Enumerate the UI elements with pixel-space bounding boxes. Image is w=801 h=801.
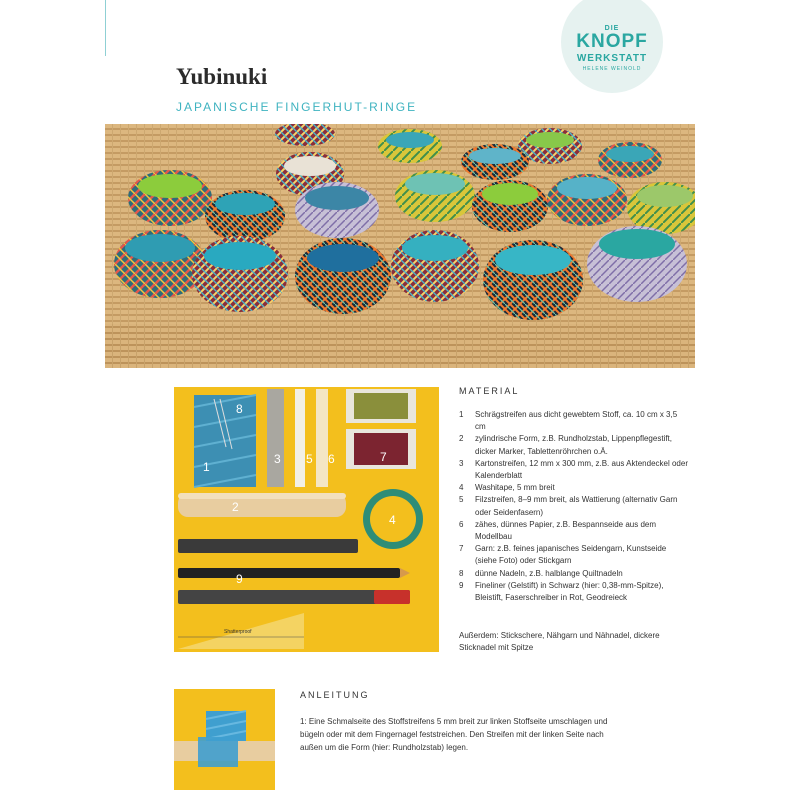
list-item <box>459 409 689 433</box>
list-item <box>459 494 689 518</box>
set-square-text: Shatterproof <box>224 629 252 635</box>
item-number: 7 <box>459 544 464 554</box>
anleitung-heading: ANLEITUNG <box>300 690 370 700</box>
logo-line-3: WERKSTATT <box>576 53 648 64</box>
photo-label-5: 5 <box>306 452 313 466</box>
photo-label-9: 9 <box>236 572 243 586</box>
page-subtitle: JAPANISCHE FINGERHUT-RINGE <box>176 100 418 114</box>
photo-label-4: 4 <box>389 513 396 527</box>
list-item <box>459 543 689 567</box>
list-item <box>459 580 689 604</box>
item-number: 8 <box>459 568 464 578</box>
list-item <box>459 433 689 457</box>
item-number: 1 <box>459 410 464 419</box>
photo-label-1: 1 <box>203 460 210 474</box>
item-text: Schrägstreifen aus dicht gewebtem Stoff, ca. 10 cm x 3,5 cm <box>475 410 678 432</box>
item-number: 9 <box>459 580 464 590</box>
margin-rule <box>105 0 106 56</box>
logo-line-1: DIE <box>604 25 620 32</box>
item-number: 4 <box>459 483 464 493</box>
item-text: zylindrische Form, z.B. Rundholzstab, Lippenpflegestift, dicker Marker, Tablettenröhrchen o.Ä. <box>475 434 672 456</box>
material-list <box>459 409 689 604</box>
item-number: 2 <box>459 434 464 444</box>
item-text: Fineliner (Gelstift) in Schwarz (hier: 0,38-mm-Spitze), Bleistift, Faserschreiber in Rot, Geodreieck <box>475 580 664 603</box>
list-item <box>459 568 689 580</box>
step-1-photo <box>174 689 275 790</box>
item-text: zähes, dünnes Papier, z.B. Bespannseide aus dem Modellbau <box>475 519 657 542</box>
photo-label-8: 8 <box>236 402 243 416</box>
list-item <box>459 519 689 543</box>
item-text: Kartonstreifen, 12 mm x 300 mm, z.B. aus Aktendeckel oder Kalenderblatt <box>475 458 688 481</box>
list-item <box>459 458 689 482</box>
item-number: 3 <box>459 458 464 468</box>
item-text: dünne Nadeln, z.B. halblange Quiltnadeln <box>475 568 623 578</box>
photo-label-2: 2 <box>232 500 239 514</box>
logo-line-4: HELENE WEINOLD <box>582 66 642 72</box>
item-text: Washitape, 5 mm breit <box>475 483 555 493</box>
hero-photo-rings <box>105 124 695 368</box>
step-1-text: 1: Eine Schmalseite des Stoffstreifens 5 mm breit zur linken Stoffseite umschlagen und bügeln oder mit dem Fingernagel feststreichen. Den Streifen mit der linken Seite nach außen um die Form (hier: Rundholzstab) legen. <box>300 717 608 752</box>
additional-materials: Außerdem: Stickschere, Nähgarn und Nähnadel, dickere Sticknadel mit Spitze <box>459 631 660 652</box>
photo-label-7: 7 <box>380 450 387 464</box>
list-item <box>459 482 689 494</box>
photo-label-6: 6 <box>328 452 335 466</box>
brand-logo <box>561 0 663 93</box>
item-text: Garn: z.B. feines japanisches Seidengarn, Kunstseide (siehe Foto) oder Stickgarn <box>475 544 667 566</box>
materials-photo <box>174 387 439 652</box>
material-heading: MATERIAL <box>459 386 520 396</box>
item-number: 6 <box>459 519 464 529</box>
logo-line-2: KNOPF <box>576 31 648 52</box>
item-number: 5 <box>459 495 464 505</box>
item-text: Filzstreifen, 8–9 mm breit, als Wattierung (alternativ Garn oder Seidenfasern) <box>475 495 678 517</box>
page-title: Yubinuki <box>176 64 268 89</box>
photo-label-3: 3 <box>274 452 281 466</box>
